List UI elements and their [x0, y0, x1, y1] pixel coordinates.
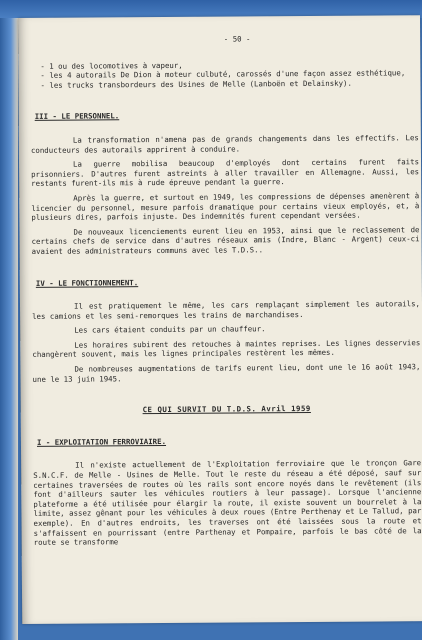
page-number: - 50 -: [223, 34, 251, 44]
paragraph: La transformation n'amena pas de grands changements dans les effectifs. Les conducteurs des autorails apprirent à conduire.: [30, 133, 419, 155]
paragraph: De nouveaux licenciements eurent lieu en 1953, ainsi que le reclassement de certains chefs de service dans d'autres réseaux amis (Indre, Blanc - Argent) ceux-ci avaient des administrateurs communs avec les T.D.S..: [31, 224, 420, 256]
vehicle-list: [30, 59, 418, 90]
section-title-personnel: III - LE PERSONNEL.: [34, 111, 120, 122]
section-title-fonctionnement: IV - LE FONCTIONNEMENT.: [35, 277, 139, 288]
paragraph: Il est pratiquement le même, les cars remplaçant simplement les autorails, les camions et les semi-remorques les trains de marchandises.: [32, 299, 421, 321]
paragraph: La guerre mobilisa beaucoup d'employés dont certains furent faits prisonniers. D'autres furent astreints à aller travailler en Allemagne. Aussi, les restants furent-ils mis à rude épreuve pendant la guerre.: [31, 157, 420, 189]
page-content: [30, 33, 422, 547]
paragraph: Les cars étaient conduits par un chauffeur.: [74, 324, 266, 335]
section-title-exploitation: I - EXPLOITATION FERROVIAIRE.: [36, 436, 167, 447]
list-item: - les 4 autorails De Dion à moteur culbuté, carossés d'une façon assez esthétique,: [40, 68, 406, 81]
list-item: - les trucks transbordeurs des Usines de Melle (Lanboën et Delainsky).: [40, 78, 352, 90]
paragraph: De nombreuses augmentations de tarifs eurent lieu, dont une le 16 août 1943, une le 13 juin 1945.: [32, 362, 421, 384]
binder-spine: [0, 18, 18, 640]
list-item: - 1 ou des locomotives à vapeur,: [40, 60, 183, 71]
paragraph: Après la guerre, et surtout en 1949, les compressions de dépenses amenèrent à licencier du personnel, mesure parfois dramatique pour certains vieux employés, et, à plusieurs dires, parfois injuste. Des indemnités furent cependant versées.: [31, 191, 420, 223]
paragraph: Les horaires subirent des retouches à maintes reprises. Les lignes desservies changèrent souvent, mais les lignes principales restèrent les mêmes.: [32, 338, 421, 360]
paragraph: Il n'existe actuellement de l'Exploitation ferroviaire que le tronçon Gare S.N.C.F. de Melle - Usines de Melle. Tout le reste du réseau a été déposé, sauf sur certaines traversées de routes où les rails sont encore noyés dans le revêtement (ils font d'ailleurs sauter les véhicules routiers à leur passage). Lorsque l'ancienne plateforme a été utilisée pour élargir la route, il existe souvent un bourrelet à la limite, assez gênant pour les véhicules à deux roues (Entre Perthenay et Le Tallud, par exemple). En d'autres endroits, les traverses ont été laissées sous la route et s'affaissent en pourrissant (entre Parthenay et Pompaire, parfois le bas côté de la route se transforme: [33, 458, 422, 548]
document-page: [18, 15, 422, 624]
chapter-title: CE QUI SURVIT DU T.D.S. Avril 1959: [142, 404, 311, 415]
